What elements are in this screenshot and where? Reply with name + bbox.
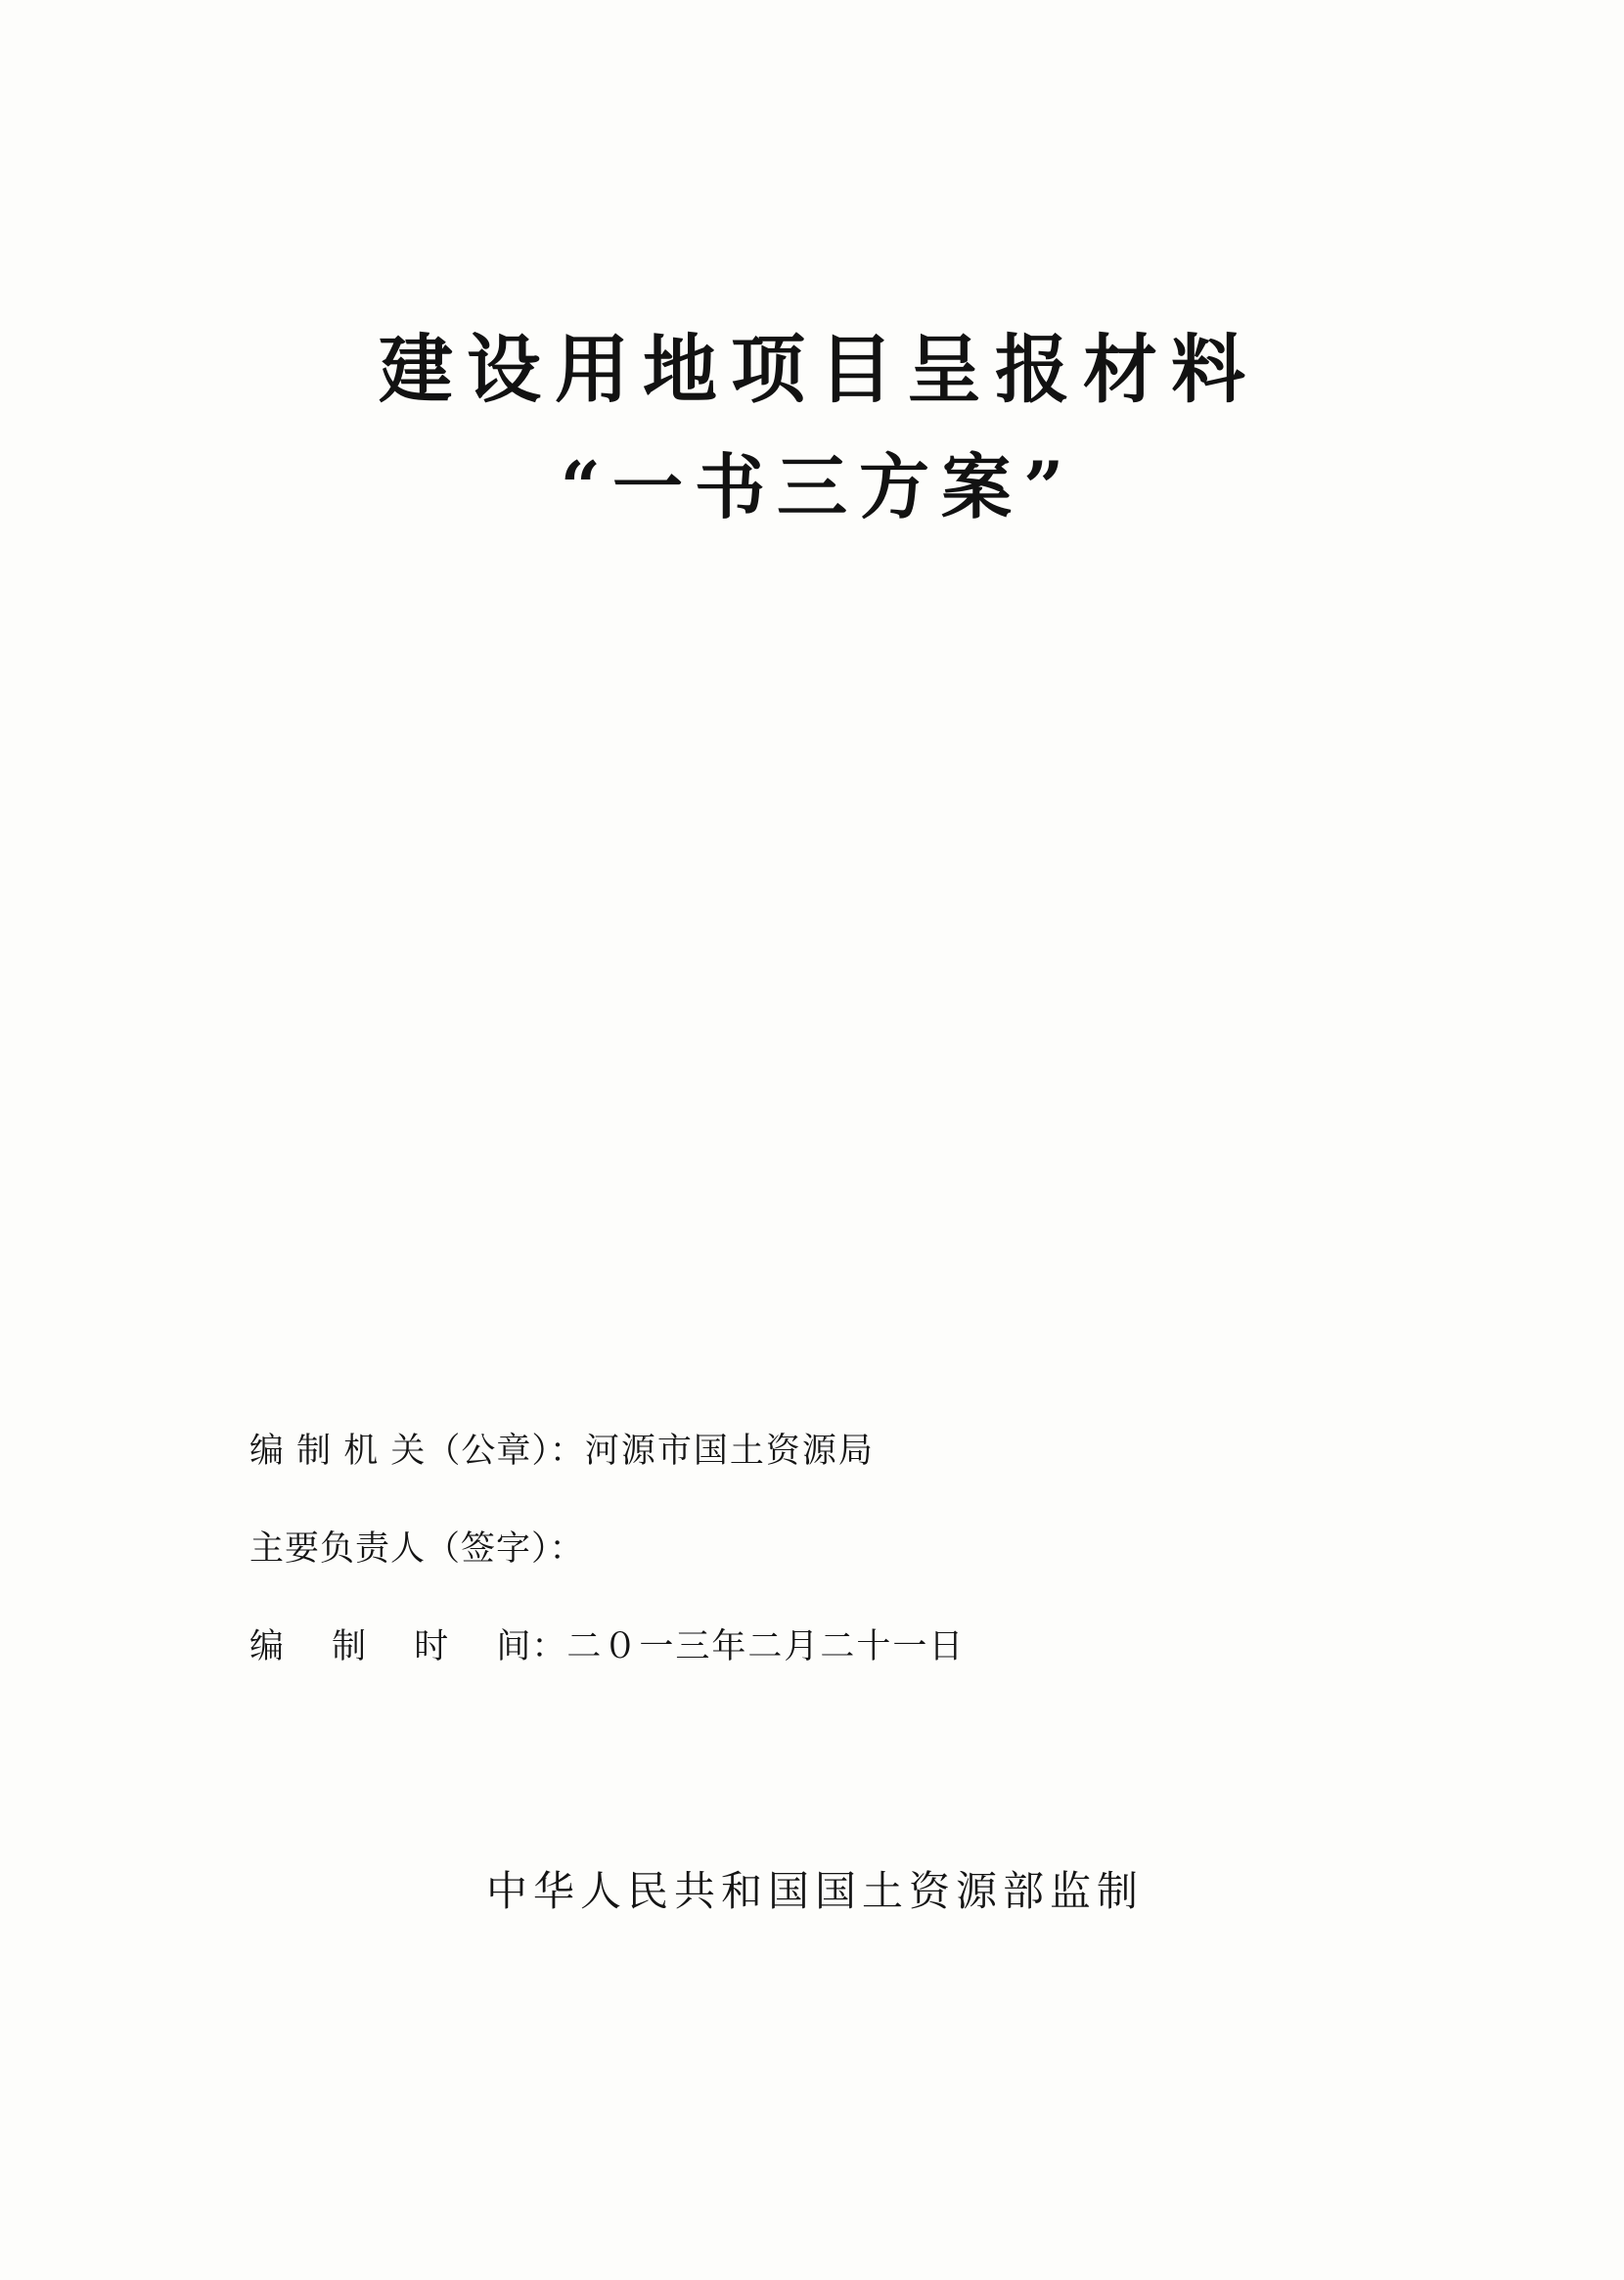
- document-footer: [0, 1859, 1624, 1918]
- field-row-responsible-person: [249, 1522, 1375, 1571]
- preparing-authority-value: 河源市国土资源局: [584, 1432, 875, 1471]
- document-title-sub: “一书三方案”: [560, 445, 1076, 528]
- field-row-preparation-date: [249, 1619, 1375, 1668]
- issuing-ministry-text: 中华人民共和国国土资源部监制: [485, 1867, 1144, 1915]
- preparation-date-label: 编 制 时 间：: [249, 1627, 567, 1666]
- preparation-date-value: 二０一三年二月二十一日: [566, 1627, 966, 1666]
- field-row-preparing-authority: [249, 1424, 1375, 1473]
- responsible-person-label: 主要负责人（签字）：: [249, 1529, 585, 1569]
- form-fields: [249, 1424, 1375, 1717]
- preparing-authority-label: 编 制 机 关（公章）：: [249, 1432, 585, 1471]
- document-title-main: 建设用地项目呈报材料: [379, 326, 1259, 413]
- title-block: [0, 323, 1624, 533]
